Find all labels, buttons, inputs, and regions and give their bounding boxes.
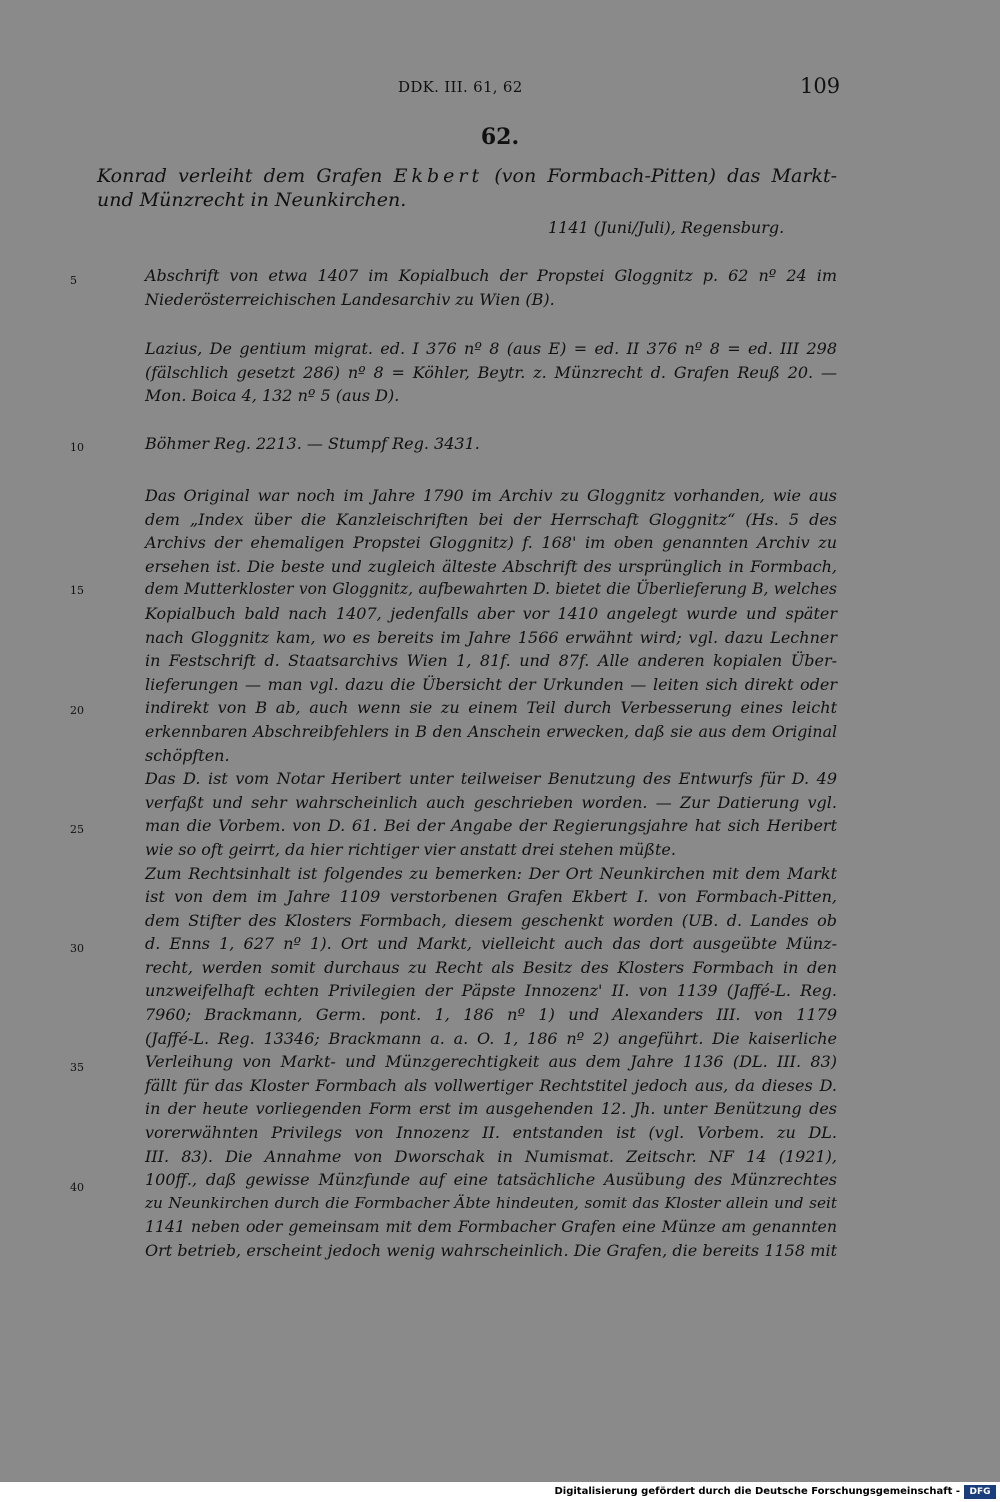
page-number: 109 [800,74,841,98]
text-line: in der heute vorliegenden Form erst im ausgehenden 12. Jh. unter Benützung des [145,1099,837,1119]
text-line: III. 83). Die Annahme von Dworschak in Numismat. Zeitschr. NF 14 (1921), [145,1146,837,1166]
text-line: nach Gloggnitz kam, wo es bereits im Jahre 1566 erwähnt wird; vgl. dazu Lechner [145,627,837,647]
editions-block [145,337,837,408]
text-line: dem „Index über die Kanzleischriften bei der Herrschaft Gloggnitz“ (Hs. 5 des [145,509,837,529]
line-number: 5 [70,274,77,287]
text-line: d. Enns 1, 627 nº 1). Ort und Markt, vielleicht auch das dort ausgeübte Münz- [145,934,837,954]
running-head [0,76,1000,100]
regest-text-end: (von Formbach-Pitten) das Markt- und Münzrecht in Neunkirchen. [97,165,837,211]
text-line: Lazius, De gentium migrat. ed. I 376 nº 8 (aus E) = ed. II 376 nº 8 = ed. III 298 [145,339,837,358]
text-line: fällt für das Kloster Formbach als vollwertiger Rechtstitel jedoch aus, da dieses D. [145,1075,837,1095]
text-line: dem Stifter des Klosters Formbach, diesem geschenkt worden (UB. d. Landes ob [145,910,837,930]
text-line: unzweifelhaft echten Privilegien der Päpste Innozenz' II. von 1139 (Jaffé-L. Reg. [145,981,837,1001]
text-line: 1141 neben oder gemeinsam mit dem Formbacher Grafen eine Münze am genannten [145,1217,837,1237]
text-line: schöpften. [145,745,230,765]
text-line: dem Mutterkloster von Gloggnitz, aufbewahrten D. bietet die Überlieferung B, welches [145,580,837,599]
text-line: Niederösterreichischen Landesarchiv zu Wien (B). [145,289,555,309]
document-number: 62. [480,124,520,150]
text-line: in Festschrift d. Staatsarchivs Wien 1, 81f. und 87f. Alle anderen kopialen Über- [145,651,837,671]
regest-name: Ekbert [393,165,484,187]
text-line: verfaßt und sehr wahrscheinlich auch geschrieben worden. — Zur Datierung vgl. [145,792,837,812]
footer-bar [0,1482,1000,1502]
running-head-title: DDK. III. 61, 62 [398,78,523,96]
text-line: lieferungen — man vgl. dazu die Übersicht der Urkunden — leiten sich direkt oder [145,674,837,694]
text-line: Verleihung von Markt- und Münzgerechtigkeit aus dem Jahre 1136 (DL. III. 83) [145,1052,837,1072]
text-line: ersehen ist. Die beste und zugleich älteste Abschrift des ursprünglich in Formbach, [145,556,837,576]
text-line: vorerwähnten Privilegs von Innozenz II. entstanden ist (vgl. Vorbem. zu DL. [145,1123,837,1143]
commentary-block [145,484,837,1263]
text-line: (fälschlich gesetzt 286) nº 8 = Köhler, Beytr. z. Münzrecht d. Grafen Reuß 20. — [145,362,837,382]
text-line: Das D. ist vom Notar Heribert unter teilweiser Benutzung des Entwurfs für D. 49 [145,769,837,789]
text-line: 7960; Brackmann, Germ. pont. 1, 186 nº 1) und Alexanders III. von 1179 [145,1005,837,1025]
line-number: 35 [70,1061,84,1074]
text-line: Das Original war noch im Jahre 1790 im Archiv zu Gloggnitz vorhanden, wie aus [145,486,837,505]
line-number: 25 [70,823,84,836]
dateline: 1141 (Juni/Juli), Regensburg. [548,218,785,237]
text-line: Ort betrieb, erscheint jedoch wenig wahrscheinlich. Die Grafen, die bereits 1158 mit [145,1241,837,1260]
line-number: 40 [70,1181,84,1194]
text-line: (Jaffé-L. Reg. 13346; Brackmann a. a. O. 1, 186 nº 2) angeführt. Die kaiserliche [145,1028,837,1048]
tradition-block [145,264,837,311]
dfg-logo: DFG [964,1485,996,1499]
regest [97,164,837,212]
text-line: zu Neunkirchen durch die Formbacher Äbte hindeuten, somit das Kloster allein und seit [145,1193,837,1212]
footer-credit: Digitalisierung gefördert durch die Deutsche Forschungsgemeinschaft - [554,1486,960,1497]
line-number: 15 [70,584,84,597]
text-line: erkennbaren Abschreibfehlers in B den Anschein erwecken, daß sie aus dem Original [145,721,837,741]
text-line: ist von dem im Jahre 1109 verstorbenen Grafen Ekbert I. von Formbach-Pitten, [145,887,837,907]
text-line: Abschrift von etwa 1407 im Kopialbuch der Propstei Gloggnitz p. 62 nº 24 im [145,266,837,285]
text-line: indirekt von B ab, auch wenn sie zu einem Teil durch Verbesserung eines leicht [145,698,837,718]
text-line: wie so oft geirrt, da hier richtiger vier anstatt drei stehen müßte. [145,839,676,859]
text-line: Zum Rechtsinhalt ist folgendes zu bemerken: Der Ort Neunkirchen mit dem Markt [145,863,837,883]
regest-text-start: Konrad verleiht dem Grafen [97,165,394,187]
line-number: 20 [70,704,84,717]
text-line: recht, werden somit durchaus zu Recht als Besitz des Klosters Formbach in den [145,957,837,977]
text-line: Mon. Boica 4, 132 nº 5 (aus D). [145,386,400,406]
line-number: 10 [70,441,84,454]
text-line: man die Vorbem. von D. 61. Bei der Angabe der Regierungsjahre hat sich Heribert [145,816,837,836]
line-number: 30 [70,942,84,955]
text-line: Kopialbuch bald nach 1407, jedenfalls aber vor 1410 angelegt wurde und später [145,603,837,623]
text-line: Böhmer Reg. 2213. — Stumpf Reg. 3431. [145,434,480,453]
text-line: Archivs der ehemaligen Propstei Gloggnitz) f. 168' im oben genannten Archiv zu [145,533,837,553]
regesta-block [145,432,837,456]
text-line: 100ff., daß gewisse Münzfunde auf eine tatsächliche Ausübung des Münzrechtes [145,1170,837,1190]
